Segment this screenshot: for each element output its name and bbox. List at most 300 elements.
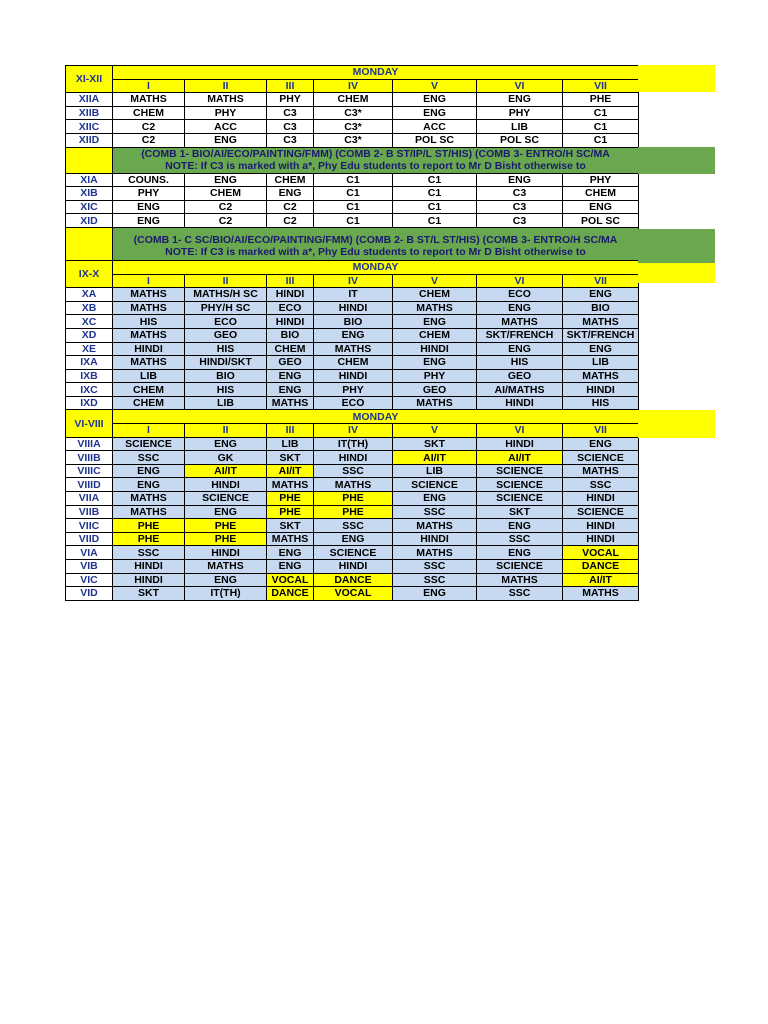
- period-header: V: [393, 424, 477, 438]
- subject-cell: MATHS: [314, 478, 393, 492]
- subject-cell: HINDI: [393, 342, 477, 356]
- subject-cell: CHEM: [113, 396, 185, 410]
- table-row: [66, 560, 639, 574]
- subject-cell: C1: [314, 187, 393, 201]
- combination-note: [113, 227, 639, 260]
- table-row: [66, 478, 639, 492]
- class-label: XIB: [66, 187, 113, 201]
- subject-cell: SCIENCE: [185, 492, 267, 506]
- subject-cell: ECO: [477, 288, 563, 302]
- subject-cell: AI/IT: [185, 464, 267, 478]
- subject-cell: ENG: [185, 133, 267, 147]
- subject-cell: SKT: [267, 451, 314, 465]
- period-header: IV: [314, 424, 393, 438]
- subject-cell: MATHS: [563, 464, 639, 478]
- table-row: [66, 214, 639, 228]
- subject-cell: ENG: [563, 342, 639, 356]
- class-label: VIIIC: [66, 464, 113, 478]
- note-group-cell: [66, 147, 113, 173]
- subject-cell: C3*: [314, 133, 393, 147]
- period-header: III: [267, 79, 314, 93]
- subject-cell: HIS: [185, 383, 267, 397]
- subject-cell: MATHS: [113, 356, 185, 370]
- table-row: [66, 396, 639, 410]
- subject-cell: SSC: [113, 546, 185, 560]
- subject-cell: AI/IT: [563, 573, 639, 587]
- period-header: VI: [477, 274, 563, 288]
- subject-cell: LIB: [113, 369, 185, 383]
- subject-cell: ENG: [563, 200, 639, 214]
- subject-cell: PHY: [393, 369, 477, 383]
- subject-cell: C3: [477, 200, 563, 214]
- subject-cell: C1: [314, 173, 393, 187]
- subject-cell: MATHS: [185, 560, 267, 574]
- subject-cell: SSC: [113, 451, 185, 465]
- class-label: VIIC: [66, 519, 113, 533]
- class-label: XB: [66, 301, 113, 315]
- subject-cell: ENG: [113, 478, 185, 492]
- subject-cell: VOCAL: [563, 546, 639, 560]
- subject-cell: SCIENCE: [477, 464, 563, 478]
- subject-cell: AI/IT: [393, 451, 477, 465]
- note-group-cell: [66, 227, 113, 260]
- subject-cell: HINDI: [113, 560, 185, 574]
- subject-cell: PHY/H SC: [185, 301, 267, 315]
- subject-cell: ENG: [267, 369, 314, 383]
- subject-cell: SCIENCE: [113, 437, 185, 451]
- subject-cell: ENG: [393, 315, 477, 329]
- class-label: VIA: [66, 546, 113, 560]
- subject-cell: SKT/FRENCH: [477, 328, 563, 342]
- subject-cell: C3: [267, 133, 314, 147]
- subject-cell: C2: [113, 120, 185, 134]
- table-row: [66, 106, 639, 120]
- day-header: MONDAY: [113, 66, 639, 80]
- subject-cell: POL SC: [393, 133, 477, 147]
- subject-cell: AI/IT: [477, 451, 563, 465]
- class-label: XIID: [66, 133, 113, 147]
- subject-cell: SSC: [477, 532, 563, 546]
- subject-cell: PHE: [185, 532, 267, 546]
- period-header: I: [113, 424, 185, 438]
- class-label: XIIA: [66, 93, 113, 107]
- subject-cell: CHEM: [314, 356, 393, 370]
- table-row: [66, 573, 639, 587]
- subject-cell: HINDI: [393, 532, 477, 546]
- table-row: [66, 120, 639, 134]
- subject-cell: ACC: [393, 120, 477, 134]
- subject-cell: HIS: [477, 356, 563, 370]
- subject-cell: BIO: [563, 301, 639, 315]
- class-label: VIIIA: [66, 437, 113, 451]
- period-header: I: [113, 274, 185, 288]
- subject-cell: ENG: [267, 383, 314, 397]
- subject-cell: SSC: [393, 505, 477, 519]
- subject-cell: C3*: [314, 106, 393, 120]
- subject-cell: C1: [314, 200, 393, 214]
- subject-cell: MATHS: [563, 315, 639, 329]
- subject-cell: ENG: [563, 437, 639, 451]
- day-header: MONDAY: [113, 260, 639, 274]
- table-row: [66, 187, 639, 201]
- class-label: VIB: [66, 560, 113, 574]
- subject-cell: MATHS: [393, 301, 477, 315]
- period-header: I: [113, 79, 185, 93]
- subject-cell: DANCE: [314, 573, 393, 587]
- group-label: IX-X: [66, 260, 113, 287]
- subject-cell: CHEM: [393, 328, 477, 342]
- subject-cell: C1: [393, 173, 477, 187]
- subject-cell: LIB: [477, 120, 563, 134]
- subject-cell: ECO: [314, 396, 393, 410]
- subject-cell: ENG: [113, 214, 185, 228]
- subject-cell: HINDI: [185, 478, 267, 492]
- subject-cell: SKT: [113, 587, 185, 601]
- class-label: XIA: [66, 173, 113, 187]
- class-label: VIIID: [66, 478, 113, 492]
- day-header: MONDAY: [113, 410, 639, 424]
- period-header: II: [185, 274, 267, 288]
- subject-cell: ENG: [477, 519, 563, 533]
- table-row: [66, 342, 639, 356]
- class-label: XIIC: [66, 120, 113, 134]
- class-label: XA: [66, 288, 113, 302]
- table-row: [66, 315, 639, 329]
- class-label: IXA: [66, 356, 113, 370]
- subject-cell: SSC: [563, 478, 639, 492]
- subject-cell: PHE: [267, 505, 314, 519]
- subject-cell: PHE: [563, 93, 639, 107]
- subject-cell: MATHS: [393, 396, 477, 410]
- class-label: VIIIB: [66, 451, 113, 465]
- period-header: VII: [563, 79, 639, 93]
- table-row: [66, 356, 639, 370]
- combination-note: [113, 147, 639, 173]
- period-header: VII: [563, 424, 639, 438]
- subject-cell: C2: [185, 200, 267, 214]
- subject-cell: HINDI: [477, 437, 563, 451]
- subject-cell: ENG: [267, 546, 314, 560]
- class-label: XIIB: [66, 106, 113, 120]
- subject-cell: MATHS: [113, 328, 185, 342]
- table-row: [66, 437, 639, 451]
- subject-cell: HINDI: [563, 492, 639, 506]
- subject-cell: MATHS: [113, 93, 185, 107]
- subject-cell: CHEM: [267, 173, 314, 187]
- subject-cell: SCIENCE: [563, 451, 639, 465]
- subject-cell: MATHS: [113, 288, 185, 302]
- group-label: XI-XII: [66, 66, 113, 93]
- subject-cell: HINDI: [563, 519, 639, 533]
- header-fill: [638, 410, 715, 438]
- subject-cell: VOCAL: [314, 587, 393, 601]
- subject-cell: ENG: [477, 173, 563, 187]
- period-header: III: [267, 424, 314, 438]
- subject-cell: ENG: [563, 288, 639, 302]
- subject-cell: AI/MATHS: [477, 383, 563, 397]
- note-fill: [638, 229, 715, 263]
- subject-cell: SSC: [314, 519, 393, 533]
- period-header: IV: [314, 274, 393, 288]
- subject-cell: LIB: [267, 437, 314, 451]
- subject-cell: MATHS: [113, 505, 185, 519]
- subject-cell: ENG: [393, 106, 477, 120]
- subject-cell: HINDI/SKT: [185, 356, 267, 370]
- subject-cell: PHY: [267, 93, 314, 107]
- class-label: IXD: [66, 396, 113, 410]
- subject-cell: MATHS: [267, 478, 314, 492]
- subject-cell: ENG: [267, 187, 314, 201]
- subject-cell: PHE: [185, 519, 267, 533]
- subject-cell: ENG: [185, 573, 267, 587]
- subject-cell: ENG: [113, 200, 185, 214]
- subject-cell: LIB: [393, 464, 477, 478]
- subject-cell: SSC: [477, 587, 563, 601]
- subject-cell: SSC: [393, 560, 477, 574]
- subject-cell: MATHS: [477, 573, 563, 587]
- subject-cell: ENG: [185, 437, 267, 451]
- subject-cell: HINDI: [314, 369, 393, 383]
- note-line: NOTE: If C3 is marked with a*, Phy Edu students to report to Mr D Bisht otherwise to: [165, 245, 586, 258]
- subject-cell: PHY: [314, 383, 393, 397]
- subject-cell: ENG: [113, 464, 185, 478]
- subject-cell: SKT: [393, 437, 477, 451]
- table-row: [66, 383, 639, 397]
- subject-cell: ENG: [314, 532, 393, 546]
- period-header: II: [185, 79, 267, 93]
- table-row: [66, 369, 639, 383]
- subject-cell: PHY: [563, 173, 639, 187]
- subject-cell: C1: [563, 106, 639, 120]
- table-row: [66, 451, 639, 465]
- timetable-table: [65, 65, 639, 601]
- table-row: [66, 587, 639, 601]
- subject-cell: MATHS/H SC: [185, 288, 267, 302]
- subject-cell: C3*: [314, 120, 393, 134]
- subject-cell: ENG: [393, 587, 477, 601]
- table-row: [66, 301, 639, 315]
- subject-cell: MATHS: [113, 492, 185, 506]
- class-label: VIID: [66, 532, 113, 546]
- period-header: VII: [563, 274, 639, 288]
- subject-cell: ENG: [267, 560, 314, 574]
- subject-cell: SCIENCE: [314, 546, 393, 560]
- class-label: XIC: [66, 200, 113, 214]
- period-header: IV: [314, 79, 393, 93]
- subject-cell: VOCAL: [267, 573, 314, 587]
- header-fill: [638, 263, 715, 283]
- table-row: [66, 200, 639, 214]
- subject-cell: MATHS: [393, 546, 477, 560]
- subject-cell: IT: [314, 288, 393, 302]
- subject-cell: SSC: [393, 573, 477, 587]
- subject-cell: HINDI: [113, 573, 185, 587]
- subject-cell: MATHS: [314, 342, 393, 356]
- subject-cell: LIB: [185, 396, 267, 410]
- class-label: VIIA: [66, 492, 113, 506]
- table-row: [66, 93, 639, 107]
- subject-cell: GEO: [185, 328, 267, 342]
- class-label: IXC: [66, 383, 113, 397]
- subject-cell: BIO: [185, 369, 267, 383]
- subject-cell: CHEM: [314, 93, 393, 107]
- subject-cell: MATHS: [267, 396, 314, 410]
- period-header: VI: [477, 79, 563, 93]
- subject-cell: GEO: [393, 383, 477, 397]
- subject-cell: C2: [267, 200, 314, 214]
- subject-cell: IT(TH): [185, 587, 267, 601]
- subject-cell: ENG: [185, 173, 267, 187]
- subject-cell: C1: [563, 120, 639, 134]
- subject-cell: C3: [267, 106, 314, 120]
- combination-line: (COMB 1- C SC/BIO/AI/ECO/PAINTING/FMM) (COMB 2- B ST/L ST/HIS) (COMB 3- ENTRO/H SC/MA: [133, 233, 618, 246]
- table-row: [66, 133, 639, 147]
- table-row: [66, 173, 639, 187]
- subject-cell: PHE: [113, 532, 185, 546]
- subject-cell: CHEM: [185, 187, 267, 201]
- note-fill: [638, 147, 715, 174]
- subject-cell: C1: [393, 214, 477, 228]
- class-label: IXB: [66, 369, 113, 383]
- subject-cell: C2: [185, 214, 267, 228]
- table-row: [66, 464, 639, 478]
- subject-cell: ECO: [185, 315, 267, 329]
- subject-cell: SKT/FRENCH: [563, 328, 639, 342]
- subject-cell: HIS: [563, 396, 639, 410]
- subject-cell: BIO: [314, 315, 393, 329]
- period-header: II: [185, 424, 267, 438]
- subject-cell: COUNS.: [113, 173, 185, 187]
- subject-cell: IT(TH): [314, 437, 393, 451]
- subject-cell: POL SC: [563, 214, 639, 228]
- combination-line: (COMB 1- BIO/AI/ECO/PAINTING/FMM) (COMB 2- B ST/IP/L ST/HIS) (COMB 3- ENTRO/H SC/MA: [141, 148, 610, 161]
- table-row: [66, 519, 639, 533]
- subject-cell: MATHS: [563, 369, 639, 383]
- class-label: XD: [66, 328, 113, 342]
- subject-cell: C2: [267, 214, 314, 228]
- subject-cell: HINDI: [267, 315, 314, 329]
- subject-cell: C3: [477, 187, 563, 201]
- subject-cell: MATHS: [267, 532, 314, 546]
- subject-cell: PHE: [267, 492, 314, 506]
- timetable-sheet: [65, 65, 639, 601]
- subject-cell: HINDI: [185, 546, 267, 560]
- header-fill: [638, 65, 715, 92]
- table-row: [66, 288, 639, 302]
- subject-cell: CHEM: [393, 288, 477, 302]
- subject-cell: C1: [314, 214, 393, 228]
- subject-cell: HINDI: [113, 342, 185, 356]
- subject-cell: SCIENCE: [477, 560, 563, 574]
- class-label: VIIB: [66, 505, 113, 519]
- subject-cell: HINDI: [314, 451, 393, 465]
- subject-cell: AI/IT: [267, 464, 314, 478]
- period-header: III: [267, 274, 314, 288]
- subject-cell: C3: [477, 214, 563, 228]
- subject-cell: DANCE: [563, 560, 639, 574]
- subject-cell: ENG: [393, 356, 477, 370]
- subject-cell: ENG: [185, 505, 267, 519]
- subject-cell: ENG: [477, 301, 563, 315]
- group-label: VI-VIII: [66, 410, 113, 437]
- subject-cell: SCIENCE: [477, 492, 563, 506]
- subject-cell: GK: [185, 451, 267, 465]
- subject-cell: SKT: [267, 519, 314, 533]
- subject-cell: HINDI: [477, 396, 563, 410]
- subject-cell: MATHS: [563, 587, 639, 601]
- subject-cell: PHE: [314, 492, 393, 506]
- subject-cell: ENG: [393, 93, 477, 107]
- subject-cell: ENG: [477, 93, 563, 107]
- subject-cell: ENG: [314, 328, 393, 342]
- table-row: [66, 328, 639, 342]
- subject-cell: DANCE: [267, 587, 314, 601]
- class-label: XID: [66, 214, 113, 228]
- subject-cell: LIB: [563, 356, 639, 370]
- table-row: [66, 546, 639, 560]
- subject-cell: C2: [113, 133, 185, 147]
- subject-cell: SKT: [477, 505, 563, 519]
- subject-cell: BIO: [267, 328, 314, 342]
- subject-cell: PHE: [113, 519, 185, 533]
- subject-cell: ENG: [477, 546, 563, 560]
- subject-cell: CHEM: [113, 106, 185, 120]
- subject-cell: PHY: [185, 106, 267, 120]
- subject-cell: HINDI: [563, 532, 639, 546]
- subject-cell: MATHS: [185, 93, 267, 107]
- subject-cell: HIS: [113, 315, 185, 329]
- subject-cell: PHE: [314, 505, 393, 519]
- subject-cell: ECO: [267, 301, 314, 315]
- subject-cell: PHY: [113, 187, 185, 201]
- subject-cell: HINDI: [267, 288, 314, 302]
- subject-cell: HIS: [185, 342, 267, 356]
- subject-cell: SCIENCE: [393, 478, 477, 492]
- subject-cell: POL SC: [477, 133, 563, 147]
- class-label: VID: [66, 587, 113, 601]
- subject-cell: CHEM: [563, 187, 639, 201]
- subject-cell: SSC: [314, 464, 393, 478]
- subject-cell: MATHS: [393, 519, 477, 533]
- subject-cell: PHY: [477, 106, 563, 120]
- subject-cell: HINDI: [314, 301, 393, 315]
- subject-cell: ACC: [185, 120, 267, 134]
- note-line: NOTE: If C3 is marked with a*, Phy Edu students to report to Mr D Bisht otherwise to: [165, 160, 586, 173]
- class-label: VIC: [66, 573, 113, 587]
- period-header: VI: [477, 424, 563, 438]
- subject-cell: SCIENCE: [563, 505, 639, 519]
- table-row: [66, 492, 639, 506]
- subject-cell: GEO: [267, 356, 314, 370]
- class-label: XC: [66, 315, 113, 329]
- subject-cell: CHEM: [113, 383, 185, 397]
- period-header: V: [393, 274, 477, 288]
- subject-cell: SCIENCE: [477, 478, 563, 492]
- subject-cell: C3: [267, 120, 314, 134]
- subject-cell: ENG: [477, 342, 563, 356]
- subject-cell: GEO: [477, 369, 563, 383]
- subject-cell: HINDI: [563, 383, 639, 397]
- subject-cell: ENG: [393, 492, 477, 506]
- subject-cell: C1: [563, 133, 639, 147]
- subject-cell: HINDI: [314, 560, 393, 574]
- subject-cell: MATHS: [113, 301, 185, 315]
- subject-cell: C1: [393, 187, 477, 201]
- period-header: V: [393, 79, 477, 93]
- table-row: [66, 505, 639, 519]
- subject-cell: C1: [393, 200, 477, 214]
- class-label: XE: [66, 342, 113, 356]
